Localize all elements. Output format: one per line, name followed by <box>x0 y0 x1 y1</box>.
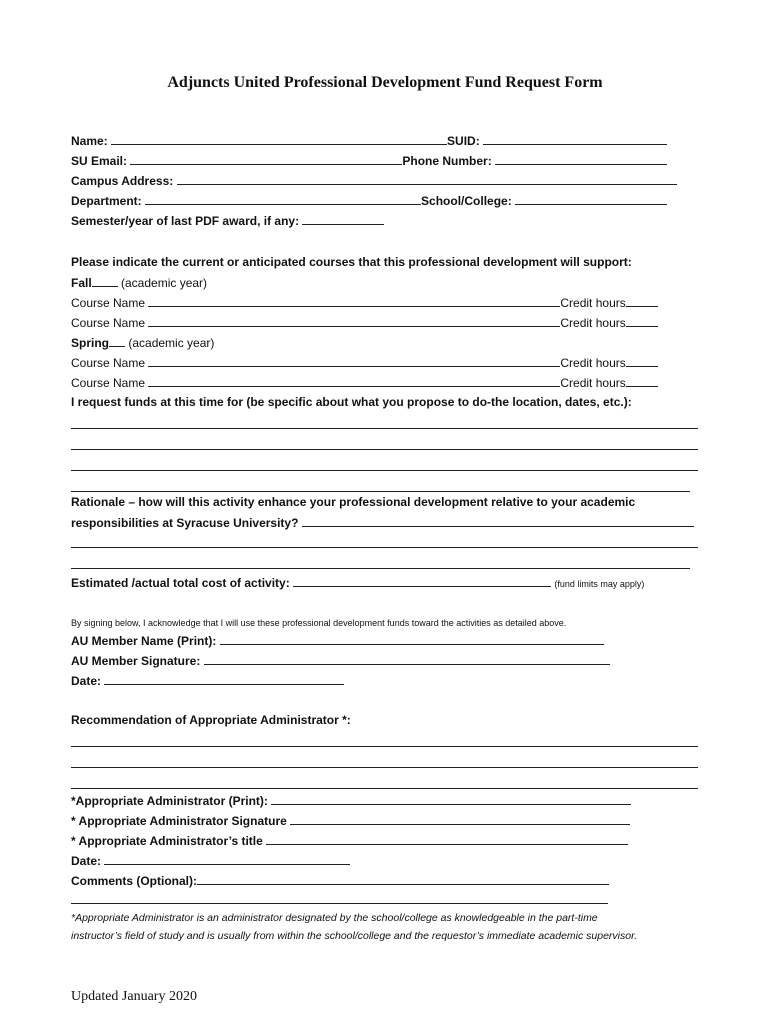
suid-label: SUID: <box>447 134 480 148</box>
course-name-label: Course Name <box>71 296 146 310</box>
suid-field[interactable] <box>483 133 667 145</box>
member-date-field[interactable] <box>104 673 344 685</box>
course-name-label: Course Name <box>71 376 146 390</box>
fall-course-row-2 <box>71 315 699 331</box>
fall-row <box>71 275 699 291</box>
department-field[interactable] <box>145 193 421 205</box>
spring-row <box>71 335 699 351</box>
phone-field[interactable] <box>495 153 667 165</box>
email-label: SU Email: <box>71 154 128 168</box>
department-label: Department: <box>71 194 142 208</box>
credit-hours-label: Credit hours <box>560 356 626 370</box>
recommendation-label: Recommendation of Appropriate Administrator *: <box>71 713 351 727</box>
acknowledge-text: By signing below, I acknowledge that I will use these professional development funds toward the activities as detailed above. <box>71 618 567 628</box>
member-name-label: AU Member Name (Print): <box>71 634 217 648</box>
admin-print-field[interactable] <box>271 793 631 805</box>
semester-label: Semester/year of last PDF award, if any: <box>71 214 300 228</box>
member-signature-label: AU Member Signature: <box>71 654 201 668</box>
phone-label: Phone Number: <box>402 154 492 168</box>
footnote-line-1: *Appropriate Administrator is an administrator designated by the school/college as knowledgeable in the part-time <box>71 912 598 924</box>
recommendation-line[interactable] <box>71 754 698 768</box>
department-row <box>71 193 699 209</box>
admin-print-label: *Appropriate Administrator (Print): <box>71 794 268 808</box>
fall-course-row-1 <box>71 295 699 311</box>
name-label: Name: <box>71 134 108 148</box>
course-name-field[interactable] <box>148 295 560 307</box>
credit-hours-field[interactable] <box>626 375 658 387</box>
campus-row <box>71 173 699 189</box>
member-date-row <box>71 673 699 689</box>
recommendation-line[interactable] <box>71 775 698 789</box>
member-name-row <box>71 633 699 649</box>
comments-line[interactable] <box>71 890 608 904</box>
fall-label: Fall <box>71 276 92 290</box>
name-suid-row <box>71 133 699 149</box>
fall-academic-year: (academic year) <box>121 276 208 290</box>
request-line[interactable] <box>71 478 690 492</box>
cost-label: Estimated /actual total cost of activity: <box>71 576 290 590</box>
course-name-label: Course Name <box>71 316 146 330</box>
credit-hours-field[interactable] <box>626 315 658 327</box>
request-line[interactable] <box>71 436 698 450</box>
rationale-label: responsibilities at Syracuse University? <box>71 516 299 530</box>
rationale-lines[interactable] <box>71 534 699 569</box>
spring-course-row-1 <box>71 355 699 371</box>
fall-year-field[interactable] <box>92 275 118 287</box>
fund-limits-note: (fund limits may apply) <box>554 579 645 589</box>
comments-lines[interactable] <box>71 890 699 904</box>
admin-print-row <box>71 793 699 809</box>
admin-signature-label: * Appropriate Administrator Signature <box>71 814 287 828</box>
request-line[interactable] <box>71 415 698 429</box>
course-name-label: Course Name <box>71 356 146 370</box>
campus-field[interactable] <box>177 173 677 185</box>
comments-label: Comments (Optional): <box>71 874 197 888</box>
comments-field[interactable] <box>197 873 609 885</box>
course-name-field[interactable] <box>148 375 560 387</box>
comments-row <box>71 873 699 889</box>
semester-row <box>71 213 699 229</box>
campus-label: Campus Address: <box>71 174 174 188</box>
credit-hours-label: Credit hours <box>560 376 626 390</box>
spring-year-field[interactable] <box>109 335 125 347</box>
name-field[interactable] <box>111 133 447 145</box>
admin-date-row <box>71 853 699 869</box>
admin-signature-row <box>71 813 699 829</box>
credit-hours-field[interactable] <box>626 355 658 367</box>
course-name-field[interactable] <box>148 355 560 367</box>
rationale-line-1: Rationale – how will this activity enhance your professional development relative to your academic <box>71 495 636 509</box>
rationale-field[interactable] <box>302 515 694 527</box>
request-label: I request funds at this time for (be specific about what you propose to do-the location, dates, etc.): <box>71 395 632 409</box>
recommendation-lines[interactable] <box>71 733 699 789</box>
recommendation-line[interactable] <box>71 733 698 747</box>
school-field[interactable] <box>515 193 667 205</box>
member-name-field[interactable] <box>220 633 604 645</box>
request-lines[interactable] <box>71 415 699 492</box>
credit-hours-field[interactable] <box>626 295 658 307</box>
admin-date-label: Date: <box>71 854 102 868</box>
rationale-line[interactable] <box>71 555 690 569</box>
semester-field[interactable] <box>302 213 384 225</box>
rationale-line[interactable] <box>71 534 698 548</box>
request-line[interactable] <box>71 457 698 471</box>
rationale-row <box>71 515 699 531</box>
member-date-label: Date: <box>71 674 102 688</box>
admin-date-field[interactable] <box>104 853 350 865</box>
admin-title-label: * Appropriate Administrator’s title <box>71 834 263 848</box>
email-phone-row <box>71 153 699 169</box>
footnote-line-2: instructor’s field of study and is usually from within the school/college and the requestor’s immediate academic supervisor. <box>71 930 638 942</box>
school-label: School/College: <box>421 194 512 208</box>
form-title: Adjuncts United Professional Development Fund Request Form <box>167 74 603 91</box>
spring-academic-year: (academic year) <box>128 336 215 350</box>
admin-title-row <box>71 833 699 849</box>
credit-hours-label: Credit hours <box>560 316 626 330</box>
admin-title-field[interactable] <box>266 833 628 845</box>
spring-label: Spring <box>71 336 109 350</box>
email-field[interactable] <box>130 153 402 165</box>
spring-course-row-2 <box>71 375 699 391</box>
member-signature-row <box>71 653 699 669</box>
cost-row <box>71 575 699 592</box>
admin-signature-field[interactable] <box>290 813 630 825</box>
credit-hours-label: Credit hours <box>560 296 626 310</box>
cost-field[interactable] <box>293 575 551 587</box>
member-signature-field[interactable] <box>204 653 610 665</box>
courses-prompt: Please indicate the current or anticipated courses that this professional development will support: <box>71 255 632 269</box>
updated-date: Updated January 2020 <box>71 989 197 1004</box>
course-name-field[interactable] <box>148 315 560 327</box>
